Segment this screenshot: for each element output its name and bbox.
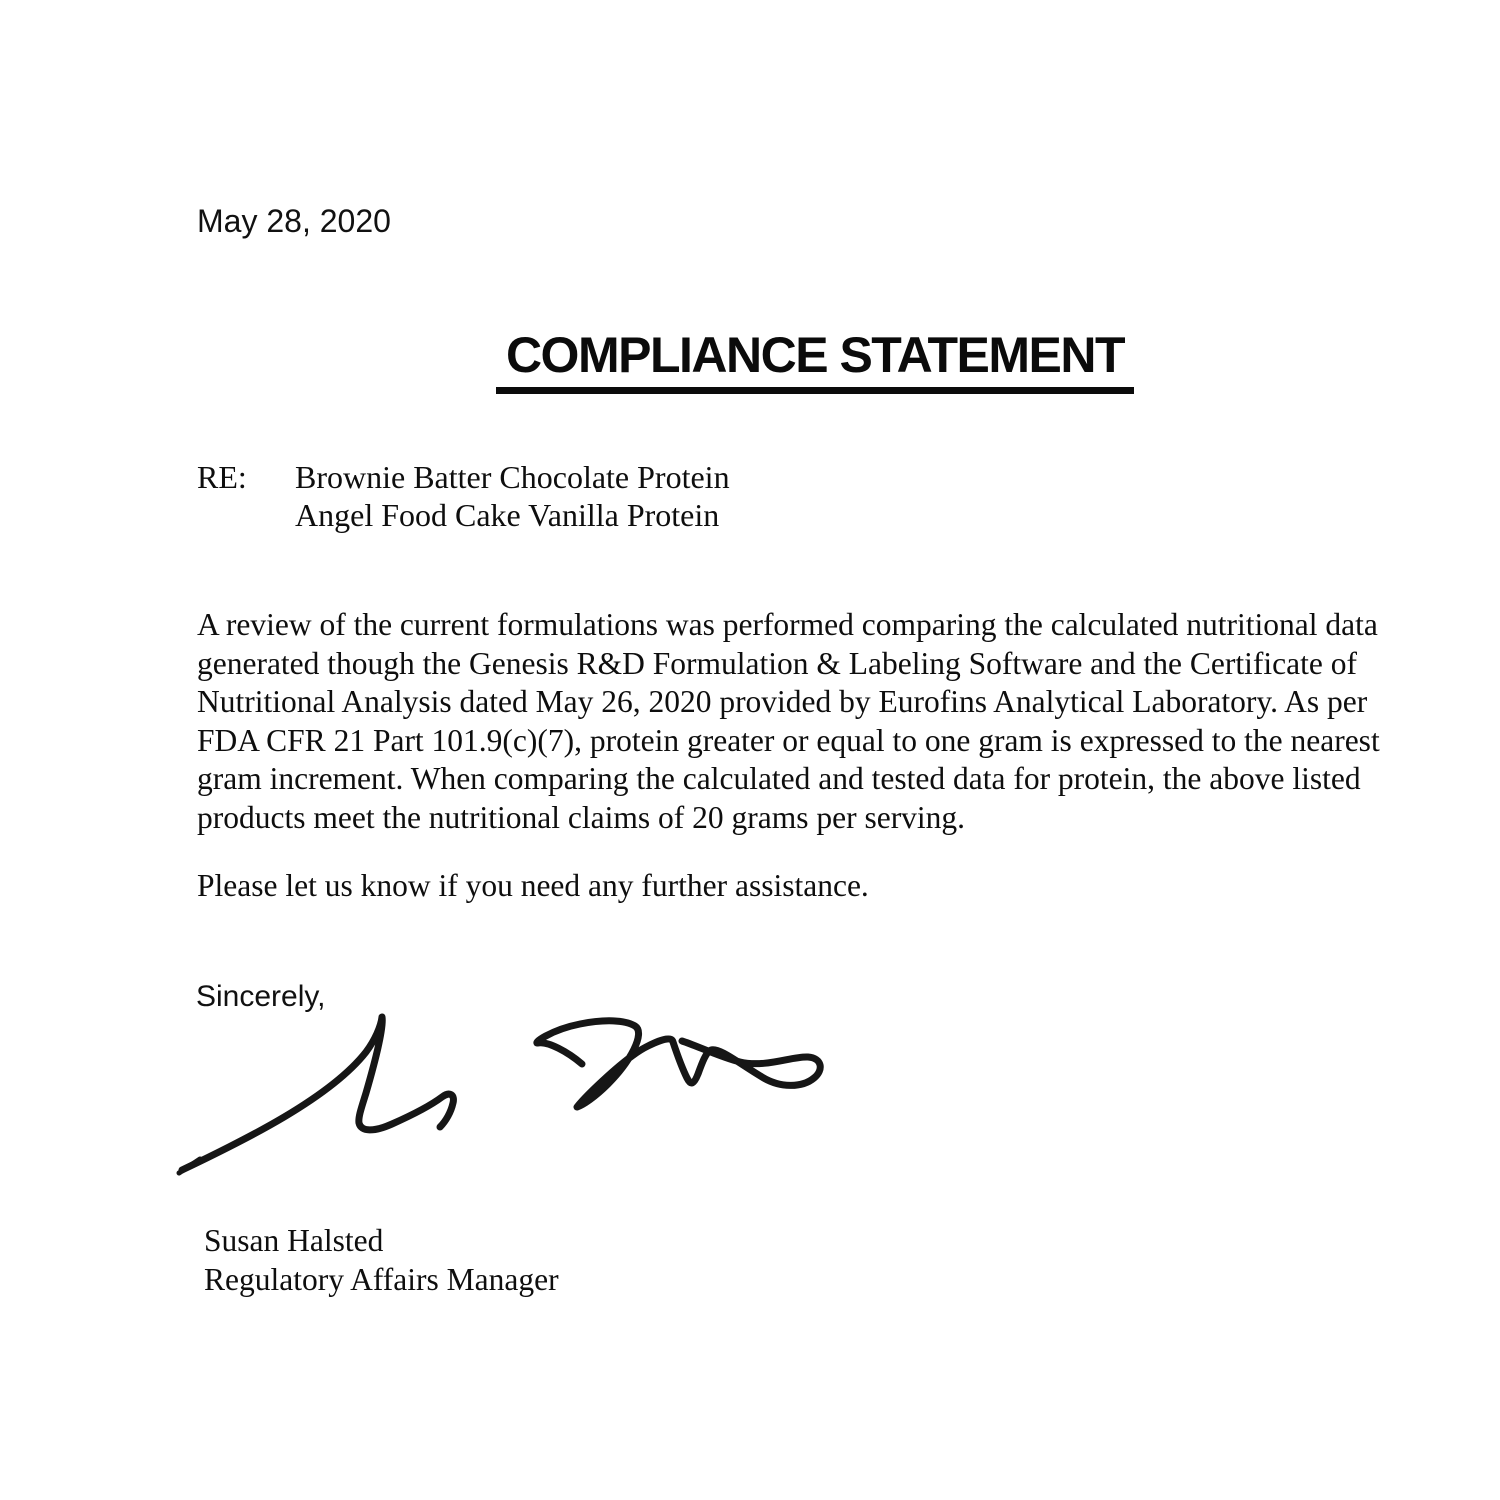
body-line: Nutritional Analysis dated May 26, 2020 provided by Eurofins Analytical Laboratory. As per: [197, 684, 1368, 719]
body-line: FDA CFR 21 Part 101.9(c)(7), protein greater or equal to one gram is expressed to the nearest: [197, 722, 1380, 758]
title-row: [197, 326, 1433, 394]
signer-name: Susan Halsted: [204, 1223, 384, 1258]
signer-title: Regulatory Affairs Manager: [204, 1261, 559, 1297]
re-label: RE:: [197, 459, 247, 495]
signature-stroke: [537, 1021, 820, 1107]
body-line: generated though the Genesis R&D Formulation & Labeling Software and the Certificate of: [197, 645, 1357, 681]
valediction: Sincerely,: [196, 980, 326, 1013]
re-section: [197, 458, 730, 534]
page-title: COMPLIANCE STATEMENT: [496, 326, 1134, 394]
body-line: gram increment. When comparing the calculated and tested data for protein, the above listed: [197, 761, 1361, 796]
re-items: [295, 458, 730, 534]
body-paragraph: [197, 606, 1447, 837]
re-item: Angel Food Cake Vanilla Protein: [295, 497, 720, 533]
re-item: Brownie Batter Chocolate Protein: [295, 459, 730, 495]
signature-stroke: [182, 1017, 453, 1170]
closing-line: Please let us know if you need any further assistance.: [197, 868, 869, 903]
signer-block: [204, 1222, 559, 1299]
handwritten-signature-image: [170, 1000, 830, 1190]
body-line: products meet the nutritional claims of 20 grams per serving.: [197, 799, 966, 835]
letter-date: May 28, 2020: [197, 203, 391, 239]
body-line: A review of the current formulations was performed comparing the calculated nutritional data: [197, 607, 1378, 642]
